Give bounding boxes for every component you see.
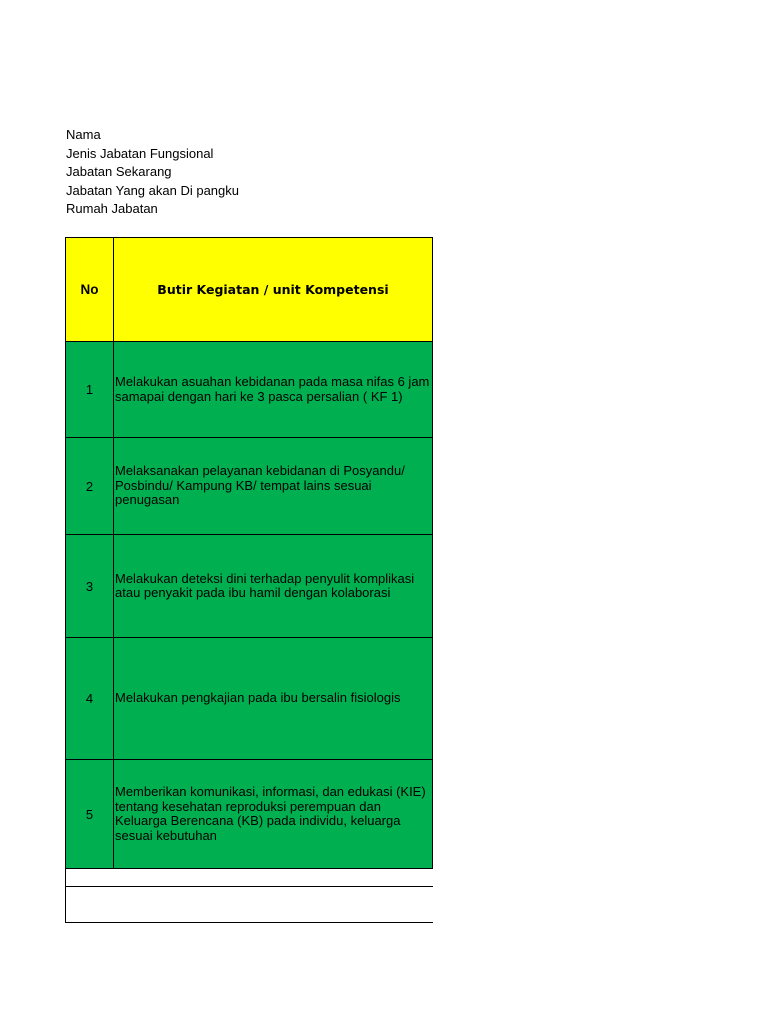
label-jenis-jabatan: Jenis Jabatan Fungsional [66, 145, 214, 161]
row-activity: Melakukan pengkajian pada ibu bersalin fisiologis [114, 638, 433, 760]
empty-cell [66, 869, 433, 887]
label-jabatan-sekarang: Jabatan Sekarang [66, 164, 172, 179]
label-rumah-jabatan: Rumah Jabatan [66, 201, 158, 216]
header-no: No [66, 238, 114, 342]
table-row [66, 760, 433, 869]
header-butir-kegiatan: Butir Kegiatan / unit Kompetensi [114, 238, 433, 342]
empty-table-row [66, 869, 433, 887]
employee-info-block [66, 126, 239, 219]
row-number: 4 [66, 638, 114, 760]
label-jabatan-dipangku: Jabatan Yang akan Di pangku [66, 182, 239, 198]
row-number: 5 [66, 760, 114, 869]
row-activity: Memberikan komunikasi, informasi, dan edukasi (KIE) tentang kesehatan reproduksi perempuan dan Keluarga Berencana (KB) pada individu, keluarga sesuai kebutuhan [114, 760, 433, 869]
empty-cell [66, 887, 433, 923]
table-row [66, 638, 433, 760]
row-number: 1 [66, 342, 114, 438]
row-activity: Melakukan deteksi dini terhadap penyulit komplikasi atau penyakit pada ibu hamil dengan kolaborasi [114, 535, 433, 638]
row-number: 2 [66, 438, 114, 535]
table-row [66, 342, 433, 438]
table-header-row [66, 238, 433, 342]
table-row [66, 535, 433, 638]
empty-table-row [66, 887, 433, 923]
table-row [66, 438, 433, 535]
row-activity: Melakukan asuahan kebidanan pada masa nifas 6 jam samapai dengan hari ke 3 pasca persalian ( KF 1) [114, 342, 433, 438]
label-nama: Nama [66, 127, 101, 142]
competency-table [65, 237, 433, 923]
row-number: 3 [66, 535, 114, 638]
row-activity: Melaksanakan pelayanan kebidanan di Posyandu/ Posbindu/ Kampung KB/ tempat lains sesuai penugasan [114, 438, 433, 535]
